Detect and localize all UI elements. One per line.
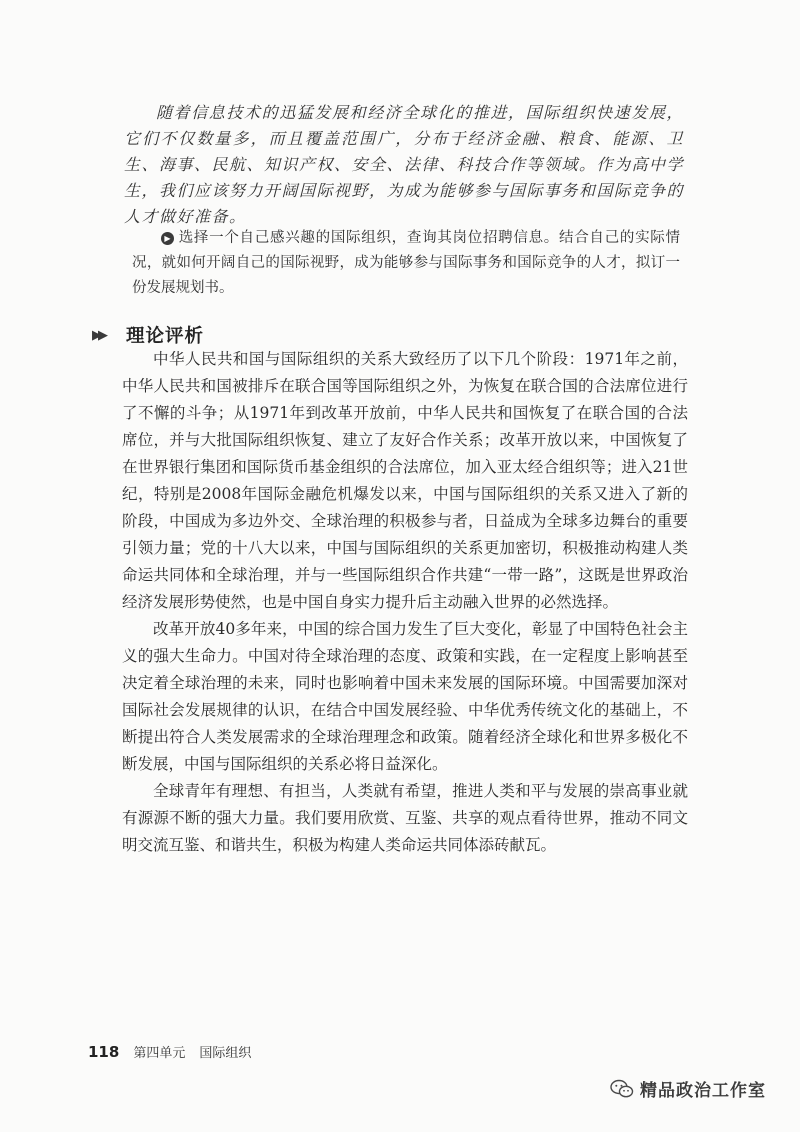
section-title: 理论评析 — [126, 326, 205, 347]
section-heading — [92, 322, 204, 348]
activity-box — [132, 226, 680, 301]
intro-paragraph: 随着信息技术的迅猛发展和经济全球化的推进，国际组织快速发展，它们不仅数量多，而且覆盖范围广，分布于经济金融、粮食、能源、卫生、海事、民航、知识产权、安全、法律、科技合作等领域。作为高中学生，我们应该努力开阔国际视野，为成为能够参与国际事务和国际竞争的人才做好准备。 — [124, 103, 685, 226]
body-paragraph: 改革开放40多年来，中国的综合国力发生了巨大变化，彰显了中国特色社会主义的强大生命力。中国对待全球治理的态度、政策和实践，在一定程度上影响甚至决定着全球治理的未来，同时也影响着中国未来发展的国际环境。中国需要加深对国际社会发展规律的认识，在结合中国发展经验、中华优秀传统文化的基础上，不断提出符合人类发展需求的全球治理理念和政策。随着经济全球化和世界多极化不断发展，中国与国际组织的关系必将日益深化。 — [122, 620, 688, 773]
watermark-text: 精品政治工作室 — [640, 1081, 766, 1101]
unit-label: 第四单元 — [133, 1046, 186, 1061]
activity-text: 选择一个自己感兴趣的国际组织，查询其岗位招聘信息。结合自己的实际情况，就如何开阔自己的国际视野，成为能够参与国际事务和国际竞争的人才，拟订一份发展规划书。 — [132, 230, 680, 296]
double-arrow-icon: ▶▶ — [92, 327, 104, 343]
chapter-label: 国际组织 — [199, 1046, 252, 1061]
page-number: 118 — [88, 1043, 120, 1061]
section-body — [122, 346, 688, 859]
watermark — [610, 1076, 766, 1101]
play-circle-icon: ▶ — [161, 232, 174, 245]
page-footer — [88, 1042, 251, 1061]
body-paragraph: 全球青年有理想、有担当，人类就有希望，推进人类和平与发展的崇高事业就有源源不断的强大力量。我们要用欣赏、互鉴、共享的观点看待世界，推动不同文明交流互鉴、和谐共生，积极为构建人类命运共同体添砖献瓦。 — [122, 782, 688, 854]
body-paragraph: 中华人民共和国与国际组织的关系大致经历了以下几个阶段：1971年之前，中华人民共和国被排斥在联合国等国际组织之外，为恢复在联合国的合法席位进行了不懈的斗争；从1971年到改革开放前，中华人民共和国恢复了在联合国的合法席位，并与大批国际组织恢复、建立了友好合作关系；改革开放以来，中国恢复了在世界银行集团和国际货币基金组织的合法席位，加入亚太经合组织等；进入21世纪，特别是2008年国际金融危机爆发以来，中国与国际组织的关系又进入了新的阶段，中国成为多边外交、全球治理的积极参与者，日益成为全球多边舞台的重要引领力量；党的十八大以来，中国与国际组织的关系更加密切，积极推动构建人类命运共同体和全球治理，并与一些国际组织合作共建“一带一路”，这既是世界政治经济发展形势使然，也是中国自身实力提升后主动融入世界的必然选择。 — [122, 350, 688, 611]
wechat-icon — [610, 1079, 634, 1099]
